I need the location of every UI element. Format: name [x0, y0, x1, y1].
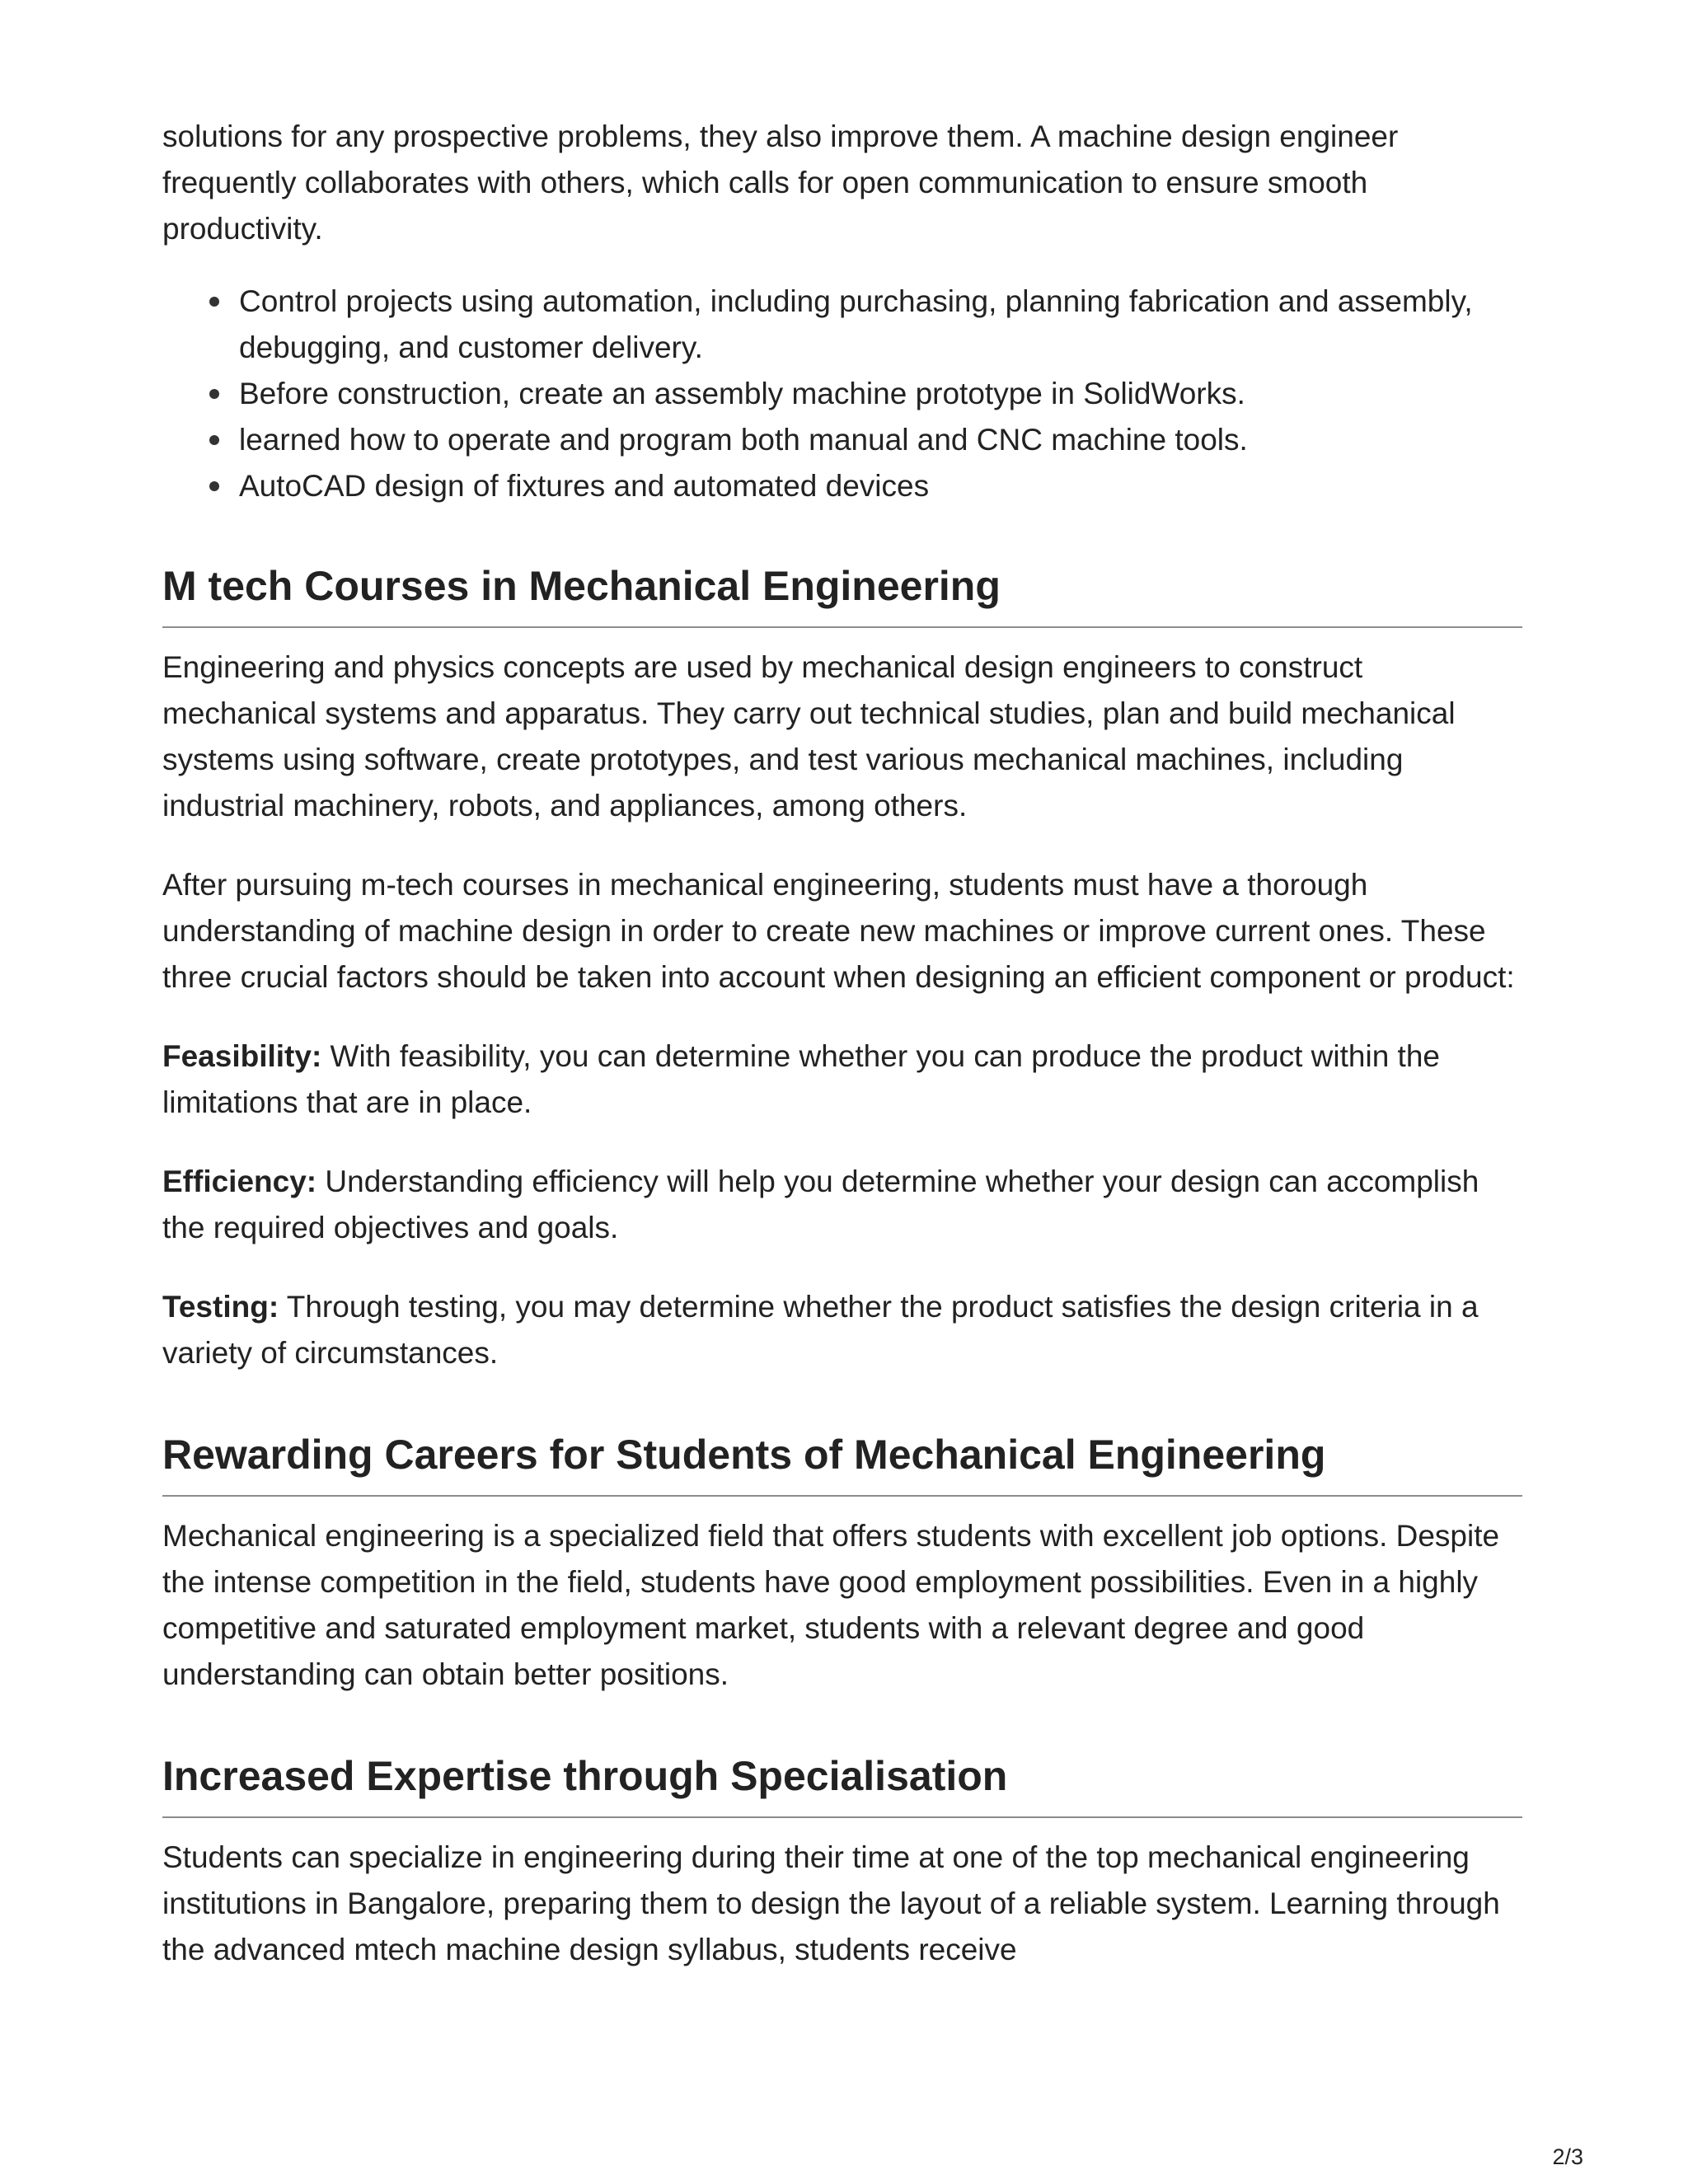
- factor-feasibility: [162, 1033, 1522, 1126]
- bullet-icon: [209, 435, 219, 445]
- factor-testing: [162, 1284, 1522, 1376]
- list-item: [209, 279, 1522, 371]
- mtech-paragraph-2: After pursuing m-tech courses in mechanical engineering, students must have a thorough understanding of machine design in order to create new machines or improve current ones. These three crucial factors should be taken into account when designing an efficient component or product:: [162, 868, 1515, 994]
- careers-paragraph: Mechanical engineering is a specialized field that offers students with excellent job options. Despite the intense competition in the field, students have good employment possibilities. Even in a highly competitive and saturated employment market, students with a relevant degree and good understanding can obtain better positions.: [162, 1519, 1500, 1691]
- factor-text: With feasibility, you can determine whether you can produce the product within the limitations that are in place.: [162, 1039, 1440, 1119]
- factor-text: Understanding efficiency will help you determine whether your design can accomplish the required objectives and goals.: [162, 1165, 1479, 1244]
- bullet-icon: [209, 481, 219, 491]
- list-item: [209, 371, 1522, 417]
- section-heading-rewarding-careers: Rewarding Careers for Students of Mechanical Engineering: [162, 1426, 1522, 1497]
- bullet-text: learned how to operate and program both manual and CNC machine tools.: [239, 423, 1248, 457]
- intro-paragraph: solutions for any prospective problems, they also improve them. A machine design engineer frequently collaborates with others, which calls for open communication to ensure smooth productivity.: [162, 120, 1399, 246]
- bullet-icon: [209, 389, 219, 399]
- expertise-paragraph: Students can specialize in engineering during their time at one of the top mechanical engineering institutions in Bangalore, preparing them to design the layout of a reliable system. Learning through the advanced mtech machine design syllabus, students receive: [162, 1840, 1500, 1966]
- section-heading-increased-expertise: Increased Expertise through Specialisation: [162, 1747, 1522, 1818]
- factor-label: Feasibility:: [162, 1039, 322, 1073]
- page-number: 2/3: [1552, 2144, 1583, 2169]
- skills-bullet-list: [162, 279, 1522, 509]
- section-heading-mtech-courses: M tech Courses in Mechanical Engineering: [162, 557, 1522, 628]
- bullet-text: AutoCAD design of fixtures and automated devices: [239, 469, 930, 503]
- factor-label: Testing:: [162, 1290, 279, 1324]
- bullet-text: Before construction, create an assembly machine prototype in SolidWorks.: [239, 377, 1245, 410]
- list-item: [209, 463, 1522, 509]
- factor-efficiency: [162, 1159, 1522, 1251]
- bullet-icon: [209, 297, 219, 307]
- document-page: [162, 0, 1522, 1973]
- factor-label: Efficiency:: [162, 1165, 317, 1198]
- mtech-paragraph-1: Engineering and physics concepts are used by mechanical design engineers to construct mechanical systems and apparatus. They carry out technical studies, plan and build mechanical systems using software, create prototypes, and test various mechanical machines, including industrial machinery, robots, and appliances, among others.: [162, 650, 1456, 823]
- bullet-text: Control projects using automation, including purchasing, planning fabrication and assembly, debugging, and customer delivery.: [239, 284, 1473, 364]
- list-item: [209, 417, 1522, 463]
- factor-text: Through testing, you may determine whether the product satisfies the design criteria in a variety of circumstances.: [162, 1290, 1479, 1370]
